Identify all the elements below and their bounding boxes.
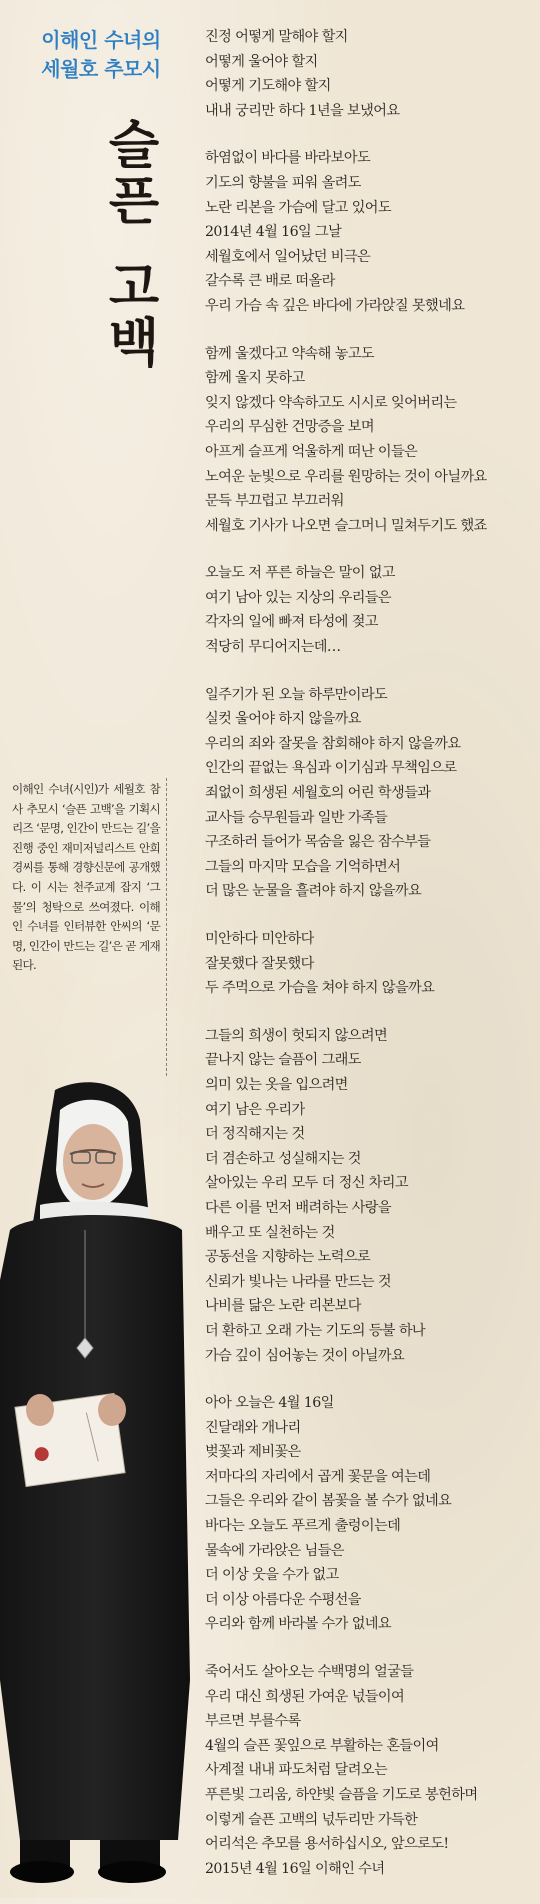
poem-stanza (205, 342, 535, 539)
poem-line: 사계절 내내 파도처럼 달려오는 (205, 1762, 388, 1779)
poem-line: 두 주먹으로 가슴을 쳐야 하지 않을까요 (205, 980, 435, 997)
poem-line: 더 많은 눈물을 흘려야 하지 않을까요 (205, 883, 422, 900)
poem-line: 어떻게 울어야 할지 (205, 53, 318, 70)
poem-line: 우리의 무심한 건망증을 보며 (205, 419, 374, 436)
poem-stanza (205, 1660, 535, 1881)
poem-line: 인간의 끝없는 욕심과 이기심과 무책임으로 (205, 760, 457, 777)
poem-line: 하염없이 바다를 바라보아도 (205, 150, 371, 167)
poem-line: 각자의 일에 빠져 타성에 젖고 (205, 614, 378, 631)
poem-line: 이렇게 슬픈 고백의 넋두리만 가득한 (205, 1811, 418, 1828)
poem-line: 일주기가 된 오늘 하루만이라도 (205, 686, 388, 703)
poem-line: 신뢰가 빛나는 나라를 만드는 것 (205, 1273, 392, 1290)
poem-line: 함께 울겠다고 약속해 놓고도 (205, 345, 374, 362)
poem-line: 나비를 닮은 노란 리본보다 (205, 1298, 361, 1315)
poem-line: 죽어서도 살아오는 수백명의 얼굴들 (205, 1664, 414, 1681)
poem-line: 함께 울지 못하고 (205, 370, 305, 387)
title-char: 백 (108, 313, 160, 374)
nun-photo (0, 1080, 190, 1898)
poem-stanza (205, 1024, 535, 1368)
poem-line: 끝나지 않는 슬픔이 그래도 (205, 1052, 361, 1069)
poem-body (205, 25, 535, 1904)
poem-line: 저마다의 자리에서 곱게 꽃문을 여는데 (205, 1468, 431, 1485)
poem-line: 미안하다 미안하다 (205, 931, 314, 947)
poem-line: 살아있는 우리 모두 더 정신 차리고 (205, 1175, 409, 1192)
poem-line: 세월호 기사가 나오면 슬그머니 밀쳐두기도 했죠 (205, 517, 487, 534)
poem-line: 구조하러 들어가 목숨을 잃은 잠수부들 (205, 834, 431, 851)
poem-line: 아프게 슬프게 억울하게 떠난 이들은 (205, 443, 418, 460)
poem-line: 벚꽃과 제비꽃은 (205, 1444, 301, 1461)
poem-line: 그들의 마지막 모습을 기억하면서 (205, 858, 401, 875)
poem-line: 더 환하고 오래 가는 기도의 등불 하나 (205, 1322, 426, 1339)
poem-line: 진정 어떻게 말해야 할지 (205, 29, 348, 45)
poem-line: 가슴 깊이 심어놓는 것이 아닐까요 (205, 1347, 405, 1364)
title-char: 픈 (108, 171, 160, 232)
poem-line: 의미 있는 옷을 입으려면 (205, 1076, 348, 1093)
poem-line: 2015년 4월 16일 이해인 수녀 (205, 1860, 385, 1877)
poem-line: 우리 대신 희생된 가여운 넋들이여 (205, 1688, 405, 1705)
poem-line: 그들의 희생이 헛되지 않으려면 (205, 1027, 388, 1044)
poem-line: 우리 가슴 속 깊은 바다에 가라앉질 못했네요 (205, 297, 465, 314)
poem-line: 더 겸손하고 성실해지는 것 (205, 1150, 361, 1167)
poem-line: 우리와 함께 바라볼 수가 없네요 (205, 1616, 392, 1633)
poem-line: 노여운 눈빛으로 우리를 원망하는 것이 아닐까요 (205, 468, 487, 485)
poem-line: 기도의 향불을 피워 올려도 (205, 174, 361, 191)
kicker-line-1: 이해인 수녀의 (41, 28, 161, 52)
poem-title (104, 115, 164, 374)
poem-line: 아아 오늘은 4월 16일 (205, 1395, 334, 1412)
poem-stanza (205, 561, 535, 659)
title-spacer (104, 230, 164, 260)
poem-line: 잊지 않겠다 약속하고도 시시로 잊어버리는 (205, 394, 457, 411)
poem-stanza (205, 683, 535, 904)
poem-stanza (205, 1391, 535, 1637)
poem-line: 우리의 죄와 잘못을 참회해야 하지 않을까요 (205, 735, 461, 752)
poem-line: 더 정직해지는 것 (205, 1126, 305, 1143)
poem-stanza (205, 146, 535, 318)
poem-line: 더 이상 아름다운 수평선을 (205, 1591, 361, 1608)
poem-line: 공동선을 지향하는 노력으로 (205, 1249, 371, 1266)
poem-line: 다른 이를 먼저 배려하는 사랑을 (205, 1199, 392, 1216)
poem-line: 어리석은 추모를 용서하십시오, 앞으로도! (205, 1836, 449, 1853)
poem-line: 여기 남아 있는 지상의 우리들은 (205, 589, 392, 606)
poem-line: 노란 리본을 가슴에 달고 있어도 (205, 199, 392, 216)
poem-line: 2014년 4월 16일 그날 (205, 224, 342, 241)
poem-line: 죄없이 희생된 세월호의 어린 학생들과 (205, 785, 431, 802)
kicker-line-2: 세월호 추모시 (41, 57, 161, 81)
poem-line: 바다는 오늘도 푸르게 출렁이는데 (205, 1518, 401, 1535)
poem-line: 여기 남은 우리가 (205, 1101, 305, 1118)
title-char: 고 (108, 257, 160, 318)
poem-stanza (205, 25, 535, 123)
poem-line: 푸른빛 그리움, 하얀빛 슬픔을 기도로 봉헌하며 (205, 1787, 478, 1803)
poem-line: 내내 궁리만 하다 1년을 보냈어요 (205, 102, 400, 119)
poem-line: 4월의 슬픈 꽃잎으로 부활하는 혼들이여 (205, 1737, 439, 1754)
kicker-heading (26, 26, 176, 84)
poem-line: 부르면 부를수록 (205, 1713, 301, 1730)
editor-note: 이해인 수녀(시인)가 세월호 참사 추모시 ‘슬픈 고백’을 기획시리즈 ‘문명, 인간이 만드는 길’을 진행 중인 재미저널리스트 안희경씨를 통해 경향신문에 공개했다. 이 시는 천주교계 잡지 ‘그물’의 청탁으로 쓰여졌다. 이해인 수녀를 인터뷰한 안씨의 ‘문명, 인간이 만드는 길’은 곧 게재된다. (12, 782, 160, 973)
poem-line: 갈수록 큰 배로 떠올라 (205, 273, 335, 290)
poem-line: 세월호에서 일어났던 비극은 (205, 248, 371, 265)
poem-line: 오늘도 저 푸른 하늘은 말이 없고 (205, 565, 395, 582)
poem-line: 교사들 승무원들과 일반 가족들 (205, 809, 388, 826)
poem-line: 물속에 가라앉은 님들은 (205, 1542, 344, 1559)
poem-line: 적당히 무디어지는데… (205, 639, 341, 656)
poem-line: 어떻게 기도해야 할지 (205, 78, 331, 95)
poem-line: 진달래와 개나리 (205, 1419, 301, 1436)
poem-line: 문득 부끄럽고 부끄러워 (205, 493, 344, 510)
poem-stanza (205, 927, 535, 1001)
poem-line: 그들은 우리와 같이 봄꽃을 볼 수가 없네요 (205, 1493, 452, 1510)
poem-line: 잘못했다 잘못했다 (205, 955, 314, 972)
dotted-divider (166, 778, 167, 1076)
poem-line: 더 이상 웃을 수가 없고 (205, 1567, 339, 1584)
poem-line: 배우고 또 실천하는 것 (205, 1224, 335, 1241)
poem-line: 실컷 울어야 하지 않을까요 (205, 711, 361, 728)
title-char: 슬 (108, 115, 160, 176)
